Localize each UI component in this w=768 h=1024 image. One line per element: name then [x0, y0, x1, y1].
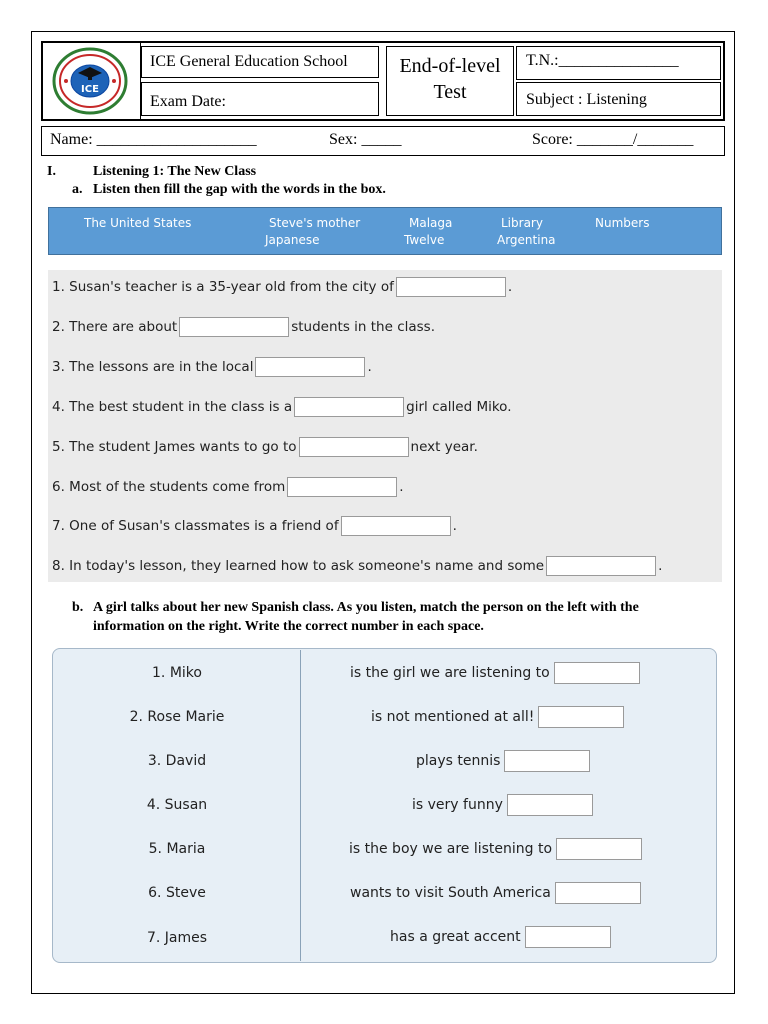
info-text: has a great accent [390, 929, 521, 945]
info-row [371, 706, 624, 728]
part-a-letter: a. [72, 182, 83, 197]
answer-box[interactable] [287, 477, 397, 497]
question-row [52, 277, 512, 297]
info-text: is the girl we are listening to [350, 665, 550, 681]
question-text: 2. There are about [52, 319, 178, 335]
word-bank [48, 207, 722, 255]
subject-label: Subject : Listening [516, 82, 721, 116]
question-text-after: . [367, 359, 372, 375]
question-text-after: students in the class. [291, 319, 435, 335]
question-text: 6. Most of the students come from [52, 479, 286, 495]
info-row [350, 662, 640, 684]
teacher-name-field[interactable]: T.N.:_______________ [516, 46, 721, 80]
answer-box[interactable] [546, 556, 656, 576]
info-text: is very funny [412, 797, 503, 813]
match-answer-box[interactable] [554, 662, 640, 684]
question-text-after: . [452, 518, 457, 534]
match-answer-box[interactable] [556, 838, 642, 860]
school-cell [141, 46, 381, 116]
info-text: is the boy we are listening to [349, 841, 553, 857]
question-text: 7. One of Susan's classmates is a friend of [52, 518, 339, 534]
person-item: 7. James [146, 930, 208, 946]
match-answer-box[interactable] [525, 926, 611, 948]
info-text: is not mentioned at all! [371, 709, 535, 725]
question-row [52, 556, 662, 576]
question-row [52, 516, 457, 536]
logo-cell [43, 43, 141, 119]
info-row [390, 926, 611, 948]
question-row [52, 437, 478, 457]
word-bank-item: Japanese [265, 233, 320, 247]
person-item: 1. Miko [152, 665, 202, 681]
info-text: plays tennis [416, 753, 501, 769]
person-item: 4. Susan [146, 797, 208, 813]
question-text: 8. In today's lesson, they learned how to ask someone's name and some [52, 558, 545, 574]
word-bank-item: Steve's mother [269, 216, 361, 230]
person-item: 6. Steve [148, 885, 206, 901]
section-number: I. [47, 164, 56, 179]
section-title: Listening 1: The New Class [93, 164, 257, 179]
fill-in-panel [48, 270, 722, 582]
test-level [386, 46, 514, 116]
person-item: 3. David [147, 753, 207, 769]
word-bank-item: Malaga [409, 216, 453, 230]
test-level-line1: End-of-level [399, 55, 501, 77]
answer-box[interactable] [179, 317, 289, 337]
test-level-line2: Test [433, 81, 467, 103]
match-answer-box[interactable] [507, 794, 593, 816]
answer-box[interactable] [396, 277, 506, 297]
part-a-instruction: Listen then fill the gap with the words in the box. [93, 182, 386, 197]
match-answer-box[interactable] [538, 706, 624, 728]
part-b-letter: b. [72, 600, 84, 615]
question-text: 3. The lessons are in the local [52, 359, 254, 375]
question-text-after: . [658, 558, 663, 574]
sex-field[interactable]: Sex: _____ [329, 131, 402, 148]
school-name: ICE General Education School [141, 46, 379, 78]
school-logo-icon [52, 47, 128, 115]
answer-box[interactable] [299, 437, 409, 457]
score-field[interactable]: Score: _______/_______ [532, 131, 694, 148]
question-row [52, 397, 512, 417]
info-text: wants to visit South America [350, 885, 551, 901]
question-text: 4. The best student in the class is a [52, 399, 293, 415]
word-bank-item: The United States [84, 216, 192, 230]
part-b-instruction-line2: information on the right. Write the correct number in each space. [93, 619, 484, 634]
question-text: 5. The student James wants to go to [52, 439, 297, 455]
answer-box[interactable] [255, 357, 365, 377]
match-answer-box[interactable] [555, 882, 641, 904]
word-bank-item: Library [501, 216, 543, 230]
word-bank-item: Twelve [404, 233, 445, 247]
question-row [52, 357, 372, 377]
question-text: 1. Susan's teacher is a 35-year old from the city of [52, 279, 394, 295]
info-row [350, 882, 641, 904]
question-text-after: girl called Miko. [406, 399, 512, 415]
question-text-after: . [399, 479, 404, 495]
answer-box[interactable] [341, 516, 451, 536]
part-b-instruction-line1: A girl talks about her new Spanish class. As you listen, match the person on the left with the [93, 600, 639, 615]
exam-header [41, 41, 725, 121]
word-bank-item: Numbers [595, 216, 650, 230]
question-row [52, 477, 404, 497]
question-row [52, 317, 435, 337]
person-item: 5. Maria [148, 841, 206, 857]
svg-text:ICE: ICE [81, 84, 99, 95]
info-row [412, 794, 593, 816]
student-info-row [41, 126, 725, 156]
exam-date-label: Exam Date: [141, 82, 379, 116]
matching-divider [300, 650, 301, 961]
info-row [349, 838, 642, 860]
question-text-after: . [507, 279, 513, 295]
answer-box[interactable] [294, 397, 404, 417]
name-field[interactable]: Name: ____________________ [50, 131, 257, 148]
match-answer-box[interactable] [504, 750, 590, 772]
info-row [416, 750, 590, 772]
word-bank-item: Argentina [497, 233, 556, 247]
question-text-after: next year. [410, 439, 478, 455]
person-item: 2. Rose Marie [129, 709, 225, 725]
